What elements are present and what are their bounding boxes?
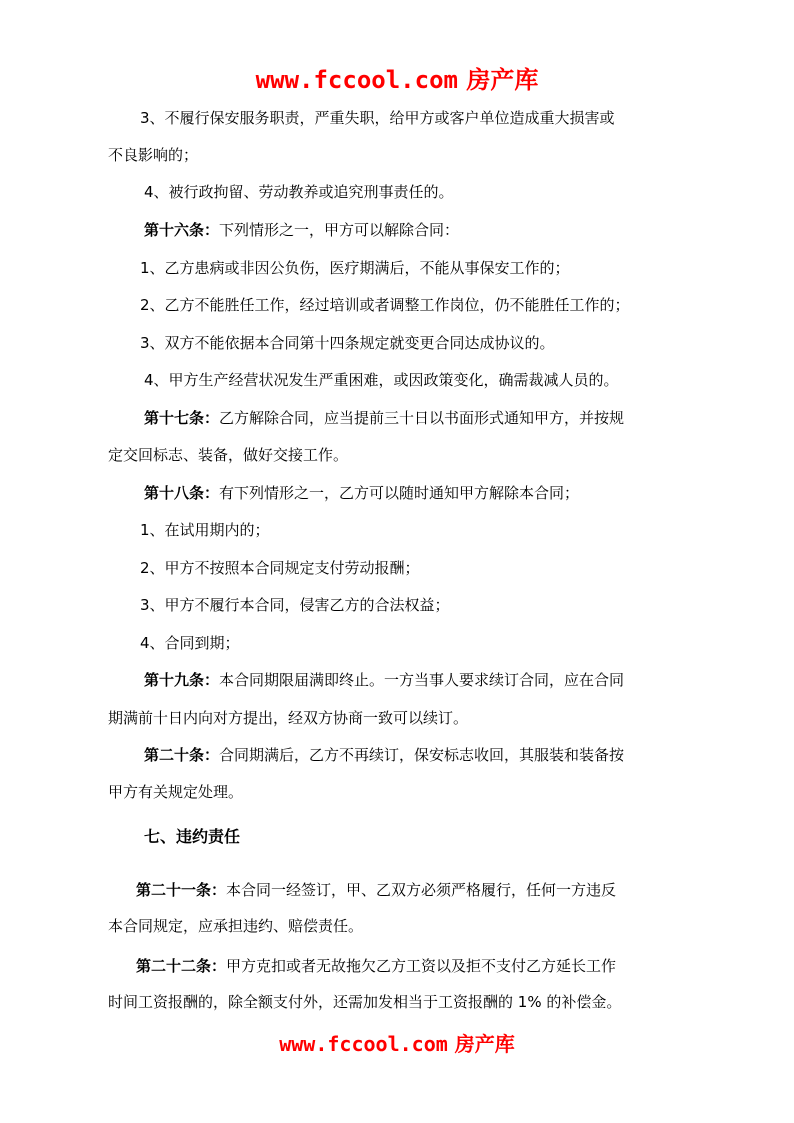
article-text: 合同期满后，乙方不再续订，保安标志收回，其服装和装备按 (219, 746, 625, 764)
footer-brand: 房产库 (454, 1032, 515, 1056)
article-16 (144, 221, 459, 239)
text-line: 1、在试用期内的； (140, 521, 270, 539)
text-line: 4、合同到期； (140, 634, 240, 652)
header-url: www.fccool.com (255, 66, 458, 94)
article-text: 乙方解除合同，应当提前三十日以书面形式通知甲方，并按规 (219, 409, 625, 427)
text-line: 甲方有关规定处理。 (108, 783, 244, 801)
article-label: 第二十条： (144, 746, 220, 764)
text-line: 4、甲方生产经营状况发生严重困难，或因政策变化，确需裁减人员的。 (144, 371, 619, 389)
text-line: 3、甲方不履行本合同，侵害乙方的合法权益； (140, 596, 450, 614)
page-header (0, 60, 794, 95)
header-brand: 房产库 (466, 66, 539, 94)
article-label: 第十六条： (144, 221, 220, 239)
article-text: 下列情形之一，甲方可以解除合同： (219, 221, 460, 239)
article-label: 第二十二条： (136, 957, 227, 975)
article-17 (144, 409, 624, 427)
text-line: 定交回标志、装备，做好交接工作。 (108, 446, 349, 464)
footer-url: www.fccool.com (279, 1032, 448, 1056)
text-line: 4、被行政拘留、劳动教养或追究刑事责任的。 (144, 183, 454, 201)
article-text: 本合同期限届满即终止。一方当事人要求续订合同，应在合同 (219, 671, 625, 689)
text-line: 2、乙方不能胜任工作，经过培训或者调整工作岗位，仍不能胜任工作的； (140, 296, 630, 314)
page-footer (0, 1028, 794, 1057)
article-label: 第十八条： (144, 484, 220, 502)
text-line: 3、不履行保安服务职责，严重失职，给甲方或客户单位造成重大损害或 (140, 109, 615, 127)
article-21 (136, 881, 616, 899)
text-line: 不良影响的； (108, 146, 199, 164)
article-label: 第十七条： (144, 409, 220, 427)
article-text: 甲方克扣或者无故拖欠乙方工资以及拒不支付乙方延长工作 (226, 957, 617, 975)
section-heading: 七、违约责任 (144, 827, 241, 846)
article-22 (136, 957, 616, 975)
article-label: 第十九条： (144, 671, 220, 689)
text-line: 1、乙方患病或非因公负伤，医疗期满后，不能从事保安工作的； (140, 259, 570, 277)
text-line: 2、甲方不按照本合同规定支付劳动报酬； (140, 559, 420, 577)
article-text: 本合同一经签订，甲、乙双方必须严格履行，任何一方违反 (226, 881, 617, 899)
article-19 (144, 671, 624, 689)
text-line: 本合同规定，应承担违约、赔偿责任。 (108, 917, 364, 935)
article-18 (144, 484, 579, 502)
text-line: 时间工资报酬的，除全额支付外，还需加发相当于工资报酬的 1% 的补偿金。 (108, 993, 622, 1011)
text-line: 期满前十日内向对方提出，经双方协商一致可以续订。 (108, 709, 469, 727)
article-20 (144, 746, 624, 764)
article-text: 有下列情形之一，乙方可以随时通知甲方解除本合同； (219, 484, 580, 502)
article-label: 第二十一条： (136, 881, 227, 899)
text-line: 3、双方不能依据本合同第十四条规定就变更合同达成协议的。 (140, 334, 555, 352)
